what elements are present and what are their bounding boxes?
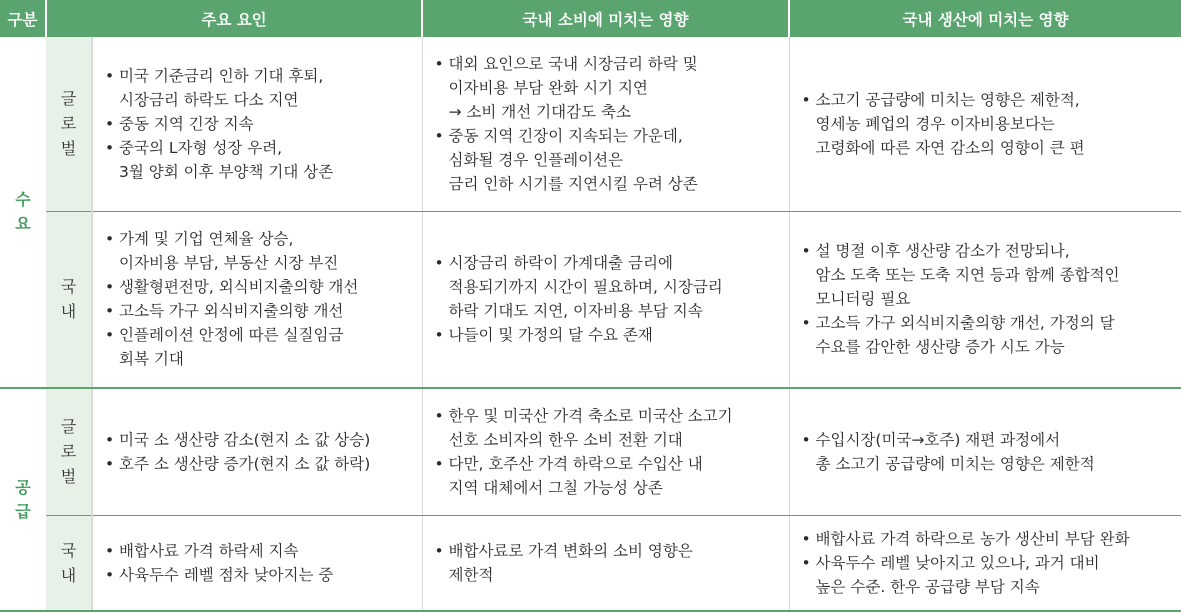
header-main-factors: 주요 요인 <box>46 0 422 37</box>
bullet-item <box>103 452 416 476</box>
subcategory-cell <box>46 37 92 211</box>
subcategory-label: 내 <box>60 302 77 322</box>
production-impact-cell <box>789 211 1181 388</box>
header-consumption: 국내 소비에 미치는 영향 <box>422 0 789 37</box>
bullet-item <box>433 251 783 323</box>
bullet-item <box>103 323 416 371</box>
consumption-impact-list <box>433 539 783 587</box>
bullet-line: • 고소득 가구 외식비지출의향 개선, 가정의 달 <box>815 314 1115 333</box>
table-row <box>0 211 1181 388</box>
header-category: 구분 <box>0 0 46 37</box>
bullet-line: • 사육두수 레벨 낮아지고 있으나, 과거 대비 <box>815 553 1100 572</box>
header-production: 국내 생산에 미치는 영향 <box>789 0 1181 37</box>
consumption-impact-cell <box>422 37 789 211</box>
bullet-item <box>103 428 416 452</box>
bullet-line: • 인플레이션 안정에 따른 실질임금 <box>119 326 344 345</box>
bullet-line: • 사육두수 레벨 점차 낮아지는 중 <box>119 565 334 584</box>
table-body <box>0 37 1181 611</box>
bullet-line: 시장금리 하락도 다소 지연 <box>119 90 299 109</box>
subcategory-label: 벌 <box>60 139 77 159</box>
bullet-item <box>103 136 416 184</box>
bullet-item <box>800 88 1176 160</box>
main-factor-list <box>103 227 416 371</box>
bullet-item <box>800 527 1176 551</box>
subcategory-cell <box>46 211 92 388</box>
bullet-line: • 설 명절 이후 생산량 감소가 전망되나, <box>815 242 1070 261</box>
bullet-line: 암소 도축 또는 도축 지연 등과 함께 종합적인 <box>815 266 1120 285</box>
bullet-line: 높은 수준. 한우 공급량 부담 지속 <box>815 577 1040 596</box>
consumption-impact-cell <box>422 515 789 611</box>
bullet-line: • 중국의 L자형 성장 우려, <box>119 138 283 157</box>
bullet-line: • 대외 요인으로 국내 시장금리 하락 및 <box>448 54 698 73</box>
bullet-item <box>103 299 416 323</box>
bullet-line: • 시장금리 하락이 가계대출 금리에 <box>448 254 673 273</box>
bullet-line: • 호주 소 생산량 증가(현지 소 값 하락) <box>119 454 371 473</box>
main-factor-list <box>103 539 416 587</box>
table-row <box>0 37 1181 211</box>
bullet-item <box>800 551 1176 599</box>
subcategory-cell <box>46 388 92 515</box>
bullet-line: 하락 기대도 지연, 이자비용 부담 지속 <box>448 302 703 321</box>
production-impact-cell <box>789 37 1181 211</box>
category-cell <box>0 388 46 611</box>
bullet-line: • 배합사료 가격 하락세 지속 <box>119 541 299 560</box>
subcategory-label: 국 <box>60 277 77 297</box>
bullet-line: 3월 양회 이후 부양책 기대 상존 <box>119 162 334 181</box>
bullet-line: • 중동 지역 긴장이 지속되는 가운데, <box>448 126 683 145</box>
bullet-item <box>433 539 783 587</box>
bullet-item <box>103 64 416 112</box>
main-factor-cell <box>92 515 422 611</box>
bullet-item <box>103 539 416 563</box>
bullet-item <box>433 452 783 500</box>
production-impact-cell <box>789 515 1181 611</box>
bullet-item <box>800 239 1176 311</box>
main-factor-list <box>103 64 416 184</box>
header-row <box>0 0 1181 37</box>
bullet-item <box>103 275 416 299</box>
production-impact-list <box>800 527 1176 599</box>
bullet-line: • 한우 및 미국산 가격 축소로 미국산 소고기 <box>448 406 733 425</box>
main-factor-cell <box>92 37 422 211</box>
bullet-line: • 미국 소 생산량 감소(현지 소 값 상승) <box>119 430 371 449</box>
subcategory-label: 벌 <box>60 467 77 487</box>
bullet-line: • 미국 기준금리 인하 기대 후퇴, <box>119 66 324 85</box>
bullet-line: 제한적 <box>448 565 494 584</box>
table-row <box>0 515 1181 611</box>
category-cell <box>0 37 46 388</box>
category-label: 요 <box>15 214 31 233</box>
bullet-item <box>433 52 783 124</box>
bullet-line: → 소비 개선 기대감도 축소 <box>448 102 631 121</box>
subcategory-label: 내 <box>60 565 77 585</box>
category-label: 공 <box>15 477 31 497</box>
main-factor-list <box>103 428 416 476</box>
bullet-line: • 소고기 공급량에 미치는 영향은 제한적, <box>815 90 1080 109</box>
consumption-impact-list <box>433 52 783 196</box>
bullet-line: 금리 인하 시기를 지연시킬 우려 상존 <box>448 174 698 193</box>
bullet-line: • 수입시장(미국→호주) 재편 과정에서 <box>815 430 1061 449</box>
bullet-item <box>103 227 416 275</box>
bullet-line: 선호 소비자의 한우 소비 전환 기대 <box>448 430 683 449</box>
bullet-line: 고령화에 따른 자연 감소의 영향이 큰 편 <box>815 138 1085 157</box>
production-impact-cell <box>789 388 1181 515</box>
table-row <box>0 388 1181 515</box>
category-label: 수 <box>15 190 31 209</box>
bullet-line: 모니터링 필요 <box>815 290 911 309</box>
bullet-item <box>103 112 416 136</box>
bullet-line: • 배합사료 가격 하락으로 농가 생산비 부담 완화 <box>815 529 1130 548</box>
bullet-line: • 고소득 가구 외식비지출의향 개선 <box>119 302 344 321</box>
consumption-impact-cell <box>422 388 789 515</box>
subcategory-label: 로 <box>60 442 77 462</box>
consumption-impact-list <box>433 251 783 347</box>
production-impact-list <box>800 428 1176 476</box>
production-impact-list <box>800 239 1176 359</box>
bullet-line: 회복 기대 <box>119 350 184 369</box>
bullet-item <box>103 563 416 587</box>
bullet-line: • 나들이 및 가정의 달 수요 존재 <box>448 326 653 345</box>
bullet-line: 이자비용 부담 완화 시기 지연 <box>448 78 648 97</box>
bullet-line: • 가계 및 기업 연체율 상승, <box>119 230 294 249</box>
main-factor-cell <box>92 388 422 515</box>
consumption-impact-cell <box>422 211 789 388</box>
bullet-line: 영세농 폐업의 경우 이자비용보다는 <box>815 114 1055 133</box>
bullet-item <box>800 428 1176 476</box>
bullet-line: • 생활형편전망, 외식비지출의향 개선 <box>119 278 359 297</box>
subcategory-label: 로 <box>60 114 77 134</box>
subcategory-label: 국 <box>60 540 77 560</box>
production-impact-list <box>800 88 1176 160</box>
bullet-line: 적용되기까지 시간이 필요하며, 시장금리 <box>448 278 723 297</box>
bullet-item <box>433 323 783 347</box>
bullet-line: 이자비용 부담, 부동산 시장 부진 <box>119 254 339 273</box>
bullet-line: 심화될 경우 인플레이션은 <box>448 150 624 169</box>
bullet-item <box>433 124 783 196</box>
bullet-item <box>433 404 783 452</box>
bullet-line: • 중동 지역 긴장 지속 <box>119 114 254 133</box>
bullet-line: • 배합사료로 가격 변화의 소비 영향은 <box>448 541 693 560</box>
category-label: 급 <box>15 501 31 521</box>
bullet-line: • 다만, 호주산 가격 하락으로 수입산 내 <box>448 454 703 473</box>
subcategory-cell <box>46 515 92 611</box>
subcategory-label: 글 <box>60 89 77 109</box>
bullet-line: 수요를 감안한 생산량 증가 시도 가능 <box>815 338 1065 357</box>
consumption-impact-list <box>433 404 783 500</box>
bullet-item <box>800 311 1176 359</box>
main-factor-cell <box>92 211 422 388</box>
bullet-line: 지역 대체에서 그칠 가능성 상존 <box>448 478 663 497</box>
bullet-line: 총 소고기 공급량에 미치는 영향은 제한적 <box>815 454 1095 473</box>
subcategory-label: 글 <box>60 417 77 437</box>
